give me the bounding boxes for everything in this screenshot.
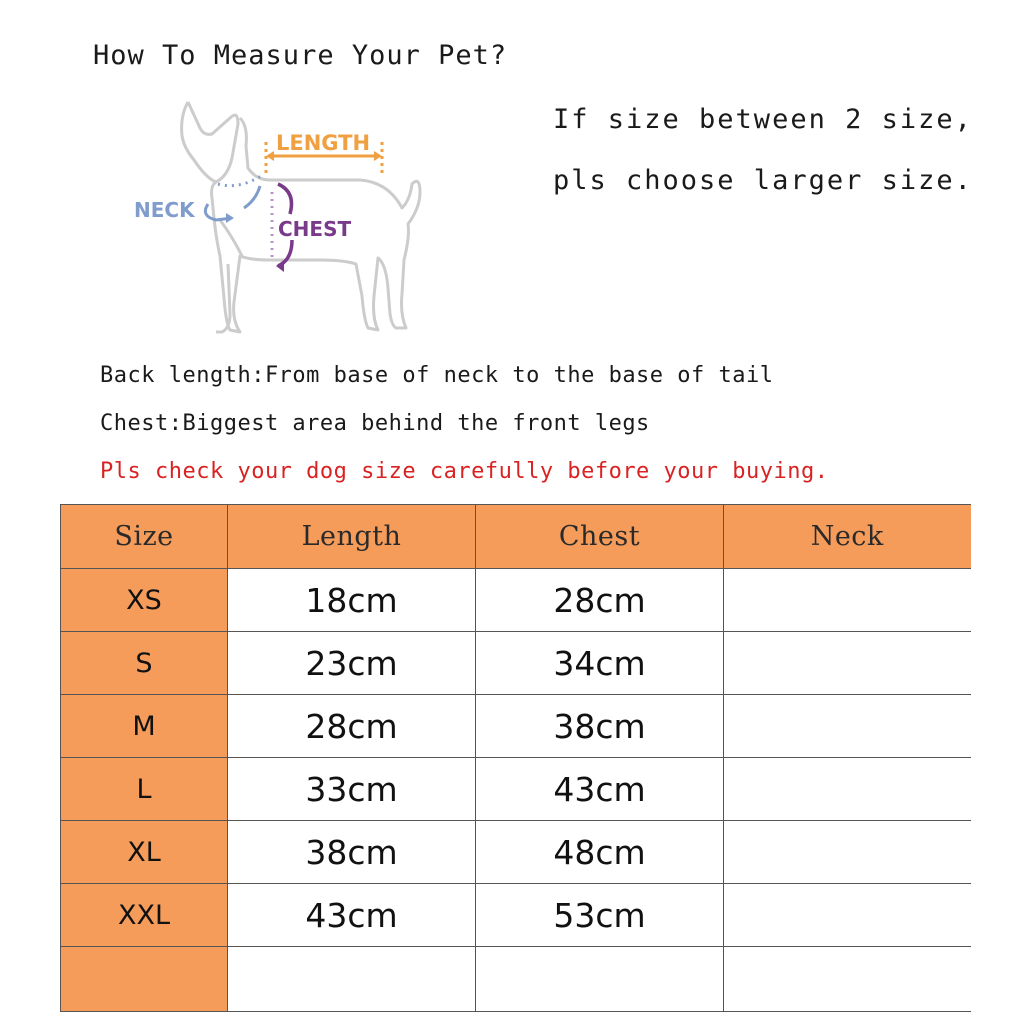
dog-chest-line (220, 220, 242, 256)
dog-illustration (120, 88, 440, 348)
chest-cell: 48cm (476, 821, 724, 884)
length-cell (228, 947, 476, 1012)
chest-cell: 53cm (476, 884, 724, 947)
length-cell: 23cm (228, 632, 476, 695)
neck-cell (724, 821, 971, 884)
table-row (61, 821, 971, 884)
neck-cell (724, 884, 971, 947)
table-row (61, 632, 971, 695)
table-header-row (61, 505, 971, 569)
size-chart-table (60, 504, 971, 1012)
neck-cell (724, 569, 971, 632)
chest-cell: 38cm (476, 695, 724, 758)
neck-cell (724, 947, 971, 1012)
table-row (61, 569, 971, 632)
size-cell: XS (61, 569, 228, 632)
size-note-line-2: pls choose larger size. (553, 165, 973, 196)
chest-description: Chest:Biggest area behind the front legs (100, 411, 650, 436)
chest-cell: 28cm (476, 569, 724, 632)
back-length-description: Back length:From base of neck to the base of tail (100, 363, 774, 388)
neck-arrow-2 (244, 186, 260, 208)
table-row (61, 695, 971, 758)
chest-arrow-bottom (278, 240, 292, 266)
length-label: LENGTH (276, 131, 371, 155)
length-arrow-head-left (266, 151, 274, 161)
header-neck: Neck (724, 505, 971, 569)
length-cell: 28cm (228, 695, 476, 758)
size-cell: XXL (61, 884, 228, 947)
size-note-line-1: If size between 2 size, (553, 104, 973, 135)
size-cell (61, 947, 228, 1012)
size-cell: L (61, 758, 228, 821)
neck-arrow-head (226, 213, 234, 223)
size-cell: M (61, 695, 228, 758)
header-length: Length (228, 505, 476, 569)
chest-arrow-head (276, 260, 284, 272)
chest-label: CHEST (278, 217, 352, 241)
chest-cell: 34cm (476, 632, 724, 695)
page-title: How To Measure Your Pet? (93, 40, 508, 71)
neck-cell (724, 695, 971, 758)
length-cell: 33cm (228, 758, 476, 821)
size-cell: XL (61, 821, 228, 884)
header-size: Size (61, 505, 228, 569)
table-row (61, 884, 971, 947)
chest-arrow-top (278, 184, 292, 214)
length-cell: 18cm (228, 569, 476, 632)
size-cell: S (61, 632, 228, 695)
neck-cell (724, 758, 971, 821)
chest-cell: 43cm (476, 758, 724, 821)
table-row (61, 758, 971, 821)
length-arrow-head-right (374, 151, 382, 161)
neck-label: NECK (134, 198, 195, 222)
neck-cell (724, 632, 971, 695)
table-row (61, 947, 971, 1012)
header-chest: Chest (476, 505, 724, 569)
length-cell: 43cm (228, 884, 476, 947)
size-warning: Pls check your dog size carefully before your buying. (100, 459, 829, 484)
chest-cell (476, 947, 724, 1012)
length-cell: 38cm (228, 821, 476, 884)
dog-measurement-diagram (120, 88, 440, 348)
